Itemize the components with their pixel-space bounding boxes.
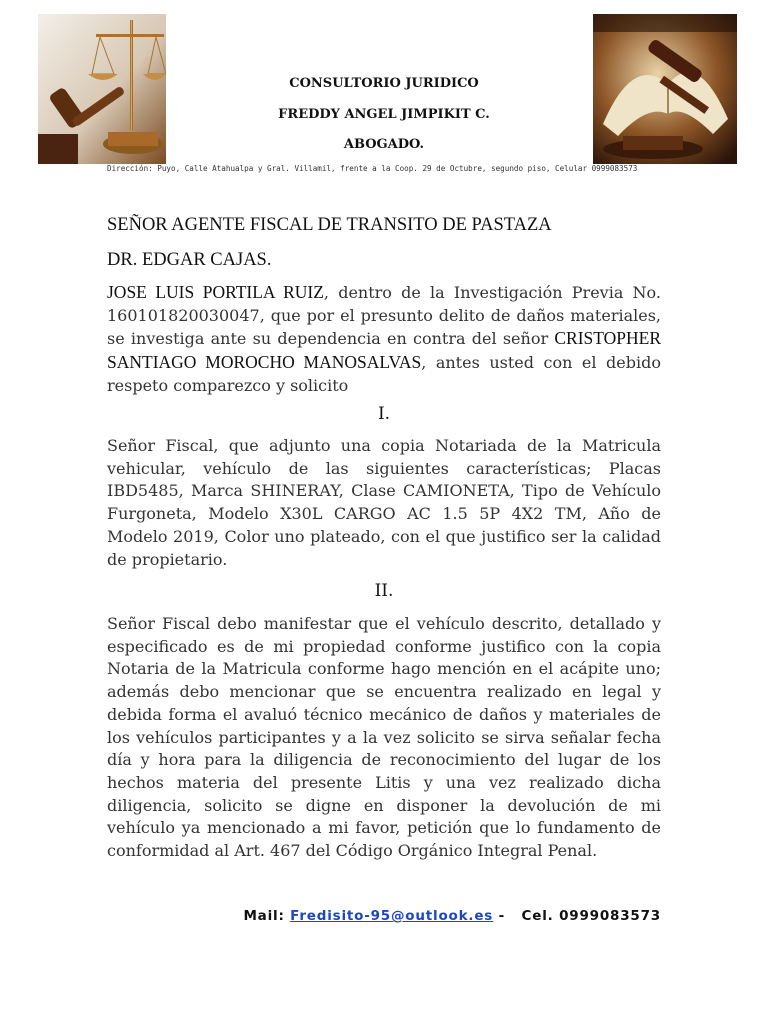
office-address: Dirección: Puyo, Calle Atahualpa y Gral. Villamil, frente a la Coop. 29 de Octubre, segundo piso, Celular 0999083573 [107, 164, 638, 173]
complainant-name: JOSE LUIS PORTILA RUIZ [107, 282, 324, 302]
intro-text-1: , dentro de la Investigación Previa No. 160101820030047, que por el presunto delito de daños materiales, se investiga ante su dependencia en contra del señor [107, 283, 661, 349]
section-2-body: Señor Fiscal debo manifestar que el vehículo descrito, detallado y especificado es de mi propiedad conforme justifico con la copia Notaria de la Matricula conforme hago mención en el acápite uno; además debo mencionar que se encuentra realizado en legal y debida forma el avaluó técnico mecánico de daños y materiales de los vehículos participantes y a la vez solicito se sirva señalar fecha día y hora para la diligencia de reconocimiento del lugar de los hechos materia del presente Litis y una vez realizado dicha diligencia, solicito se digne en disponer la devolución de mi vehículo ya mencionado a mi favor, petición que lo fundamento de conformidad al Art. 467 del Código Orgánico Integral Penal. [107, 614, 661, 861]
contact-footer [243, 908, 661, 924]
separator: - [498, 908, 506, 924]
section-numeral-1: I. [377, 404, 391, 424]
mail-label: Mail: [243, 908, 285, 924]
section-1-body: Señor Fiscal, que adjunto una copia Notariada de la Matricula vehicular, vehículo de las siguientes características; Placas IBD5485, Marca SHINERAY, Clase CAMIONETA, Tipo de Vehículo Furgoneta, Modelo X30L CARGO AC 1.5 5P 4X2 TM, Año de Modelo 2019, Color uno plateado, con el que justifico ser la calidad de propietario. [107, 436, 661, 569]
scales-gavel-icon [38, 14, 166, 164]
lawyer-title: ABOGADO. [343, 137, 425, 152]
section-numeral-2: II. [374, 581, 394, 601]
addressee-title: SEÑOR AGENTE FISCAL DE TRANSITO DE PASTAZA [107, 215, 552, 235]
cel-number: 0999083573 [559, 908, 661, 924]
office-name: CONSULTORIO JURIDICO [289, 76, 479, 91]
intro-paragraph [107, 281, 661, 398]
defendant-name: CRISTOPHER SANTIAGO MOROCHO MANOSALVAS [107, 328, 661, 373]
email-link[interactable]: Fredisito-95@outlook.es [290, 908, 494, 924]
lawyer-name: FREDDY ANGEL JIMPIKIT C. [278, 107, 490, 122]
book-gavel-icon [593, 14, 737, 164]
intro-text-2: , antes usted con el debido respeto comparezco y solicito [107, 353, 661, 395]
cel-label: Cel. [521, 908, 554, 924]
addressee-name: DR. EDGAR CAJAS. [107, 250, 272, 270]
